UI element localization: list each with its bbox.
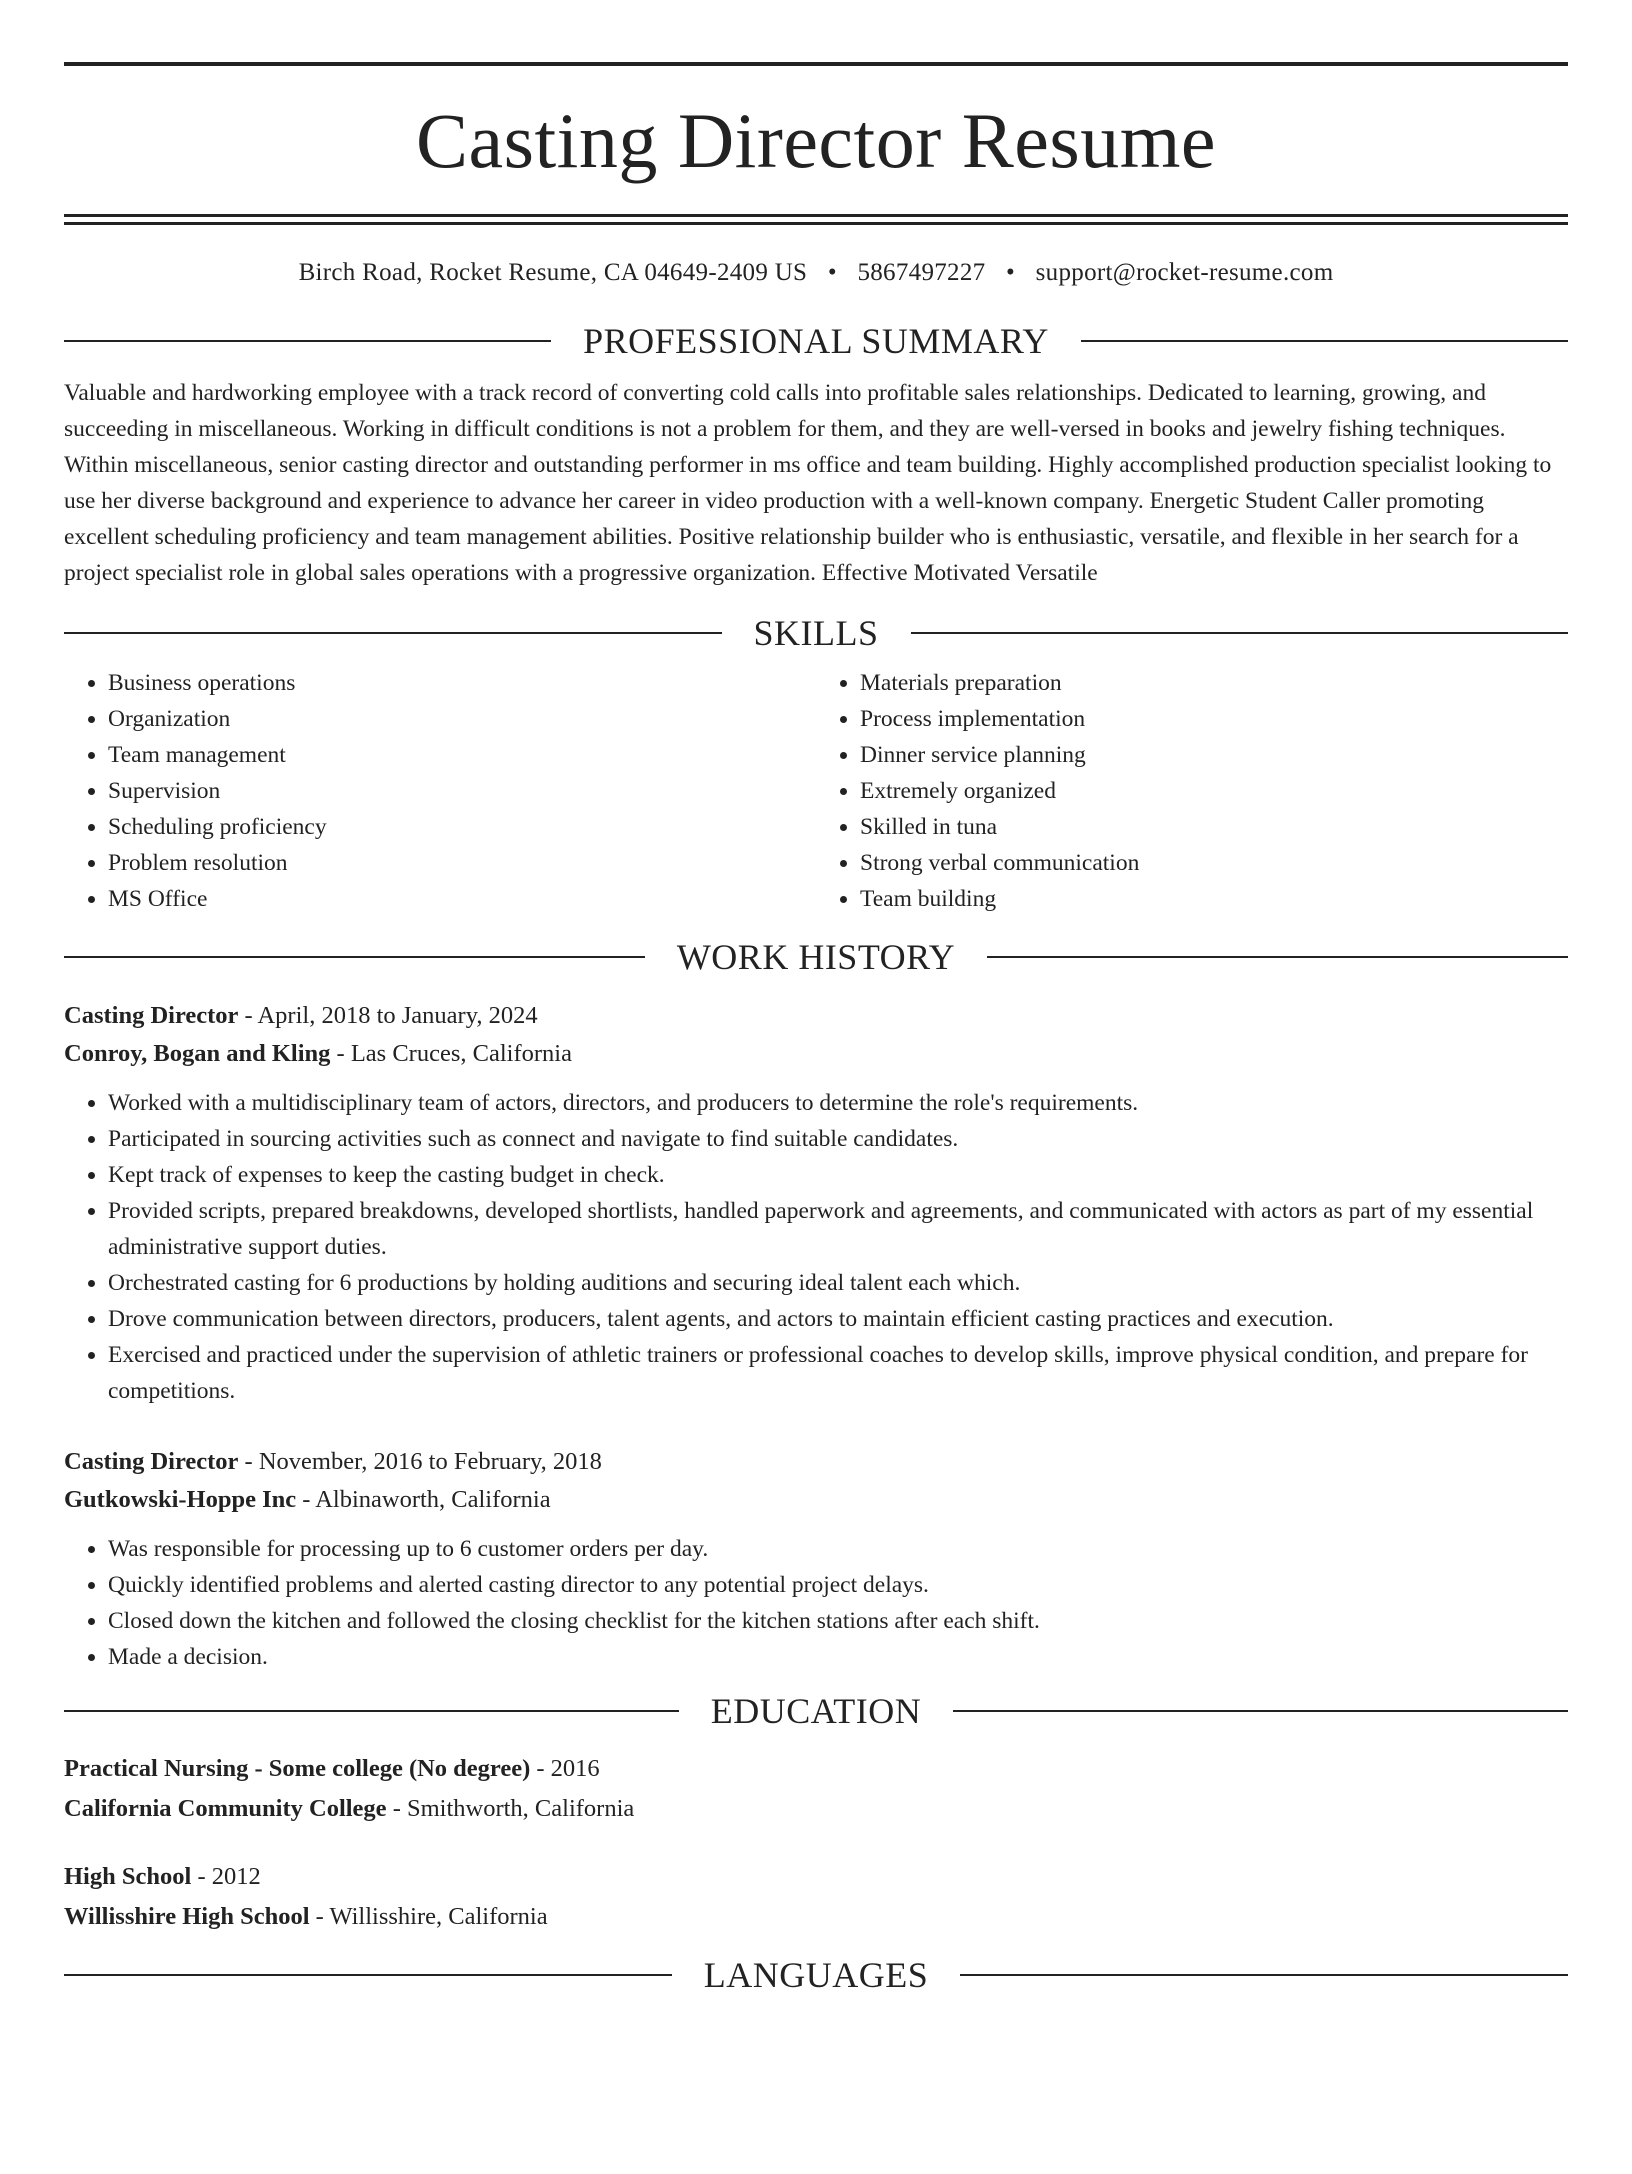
- section-rule: [911, 632, 1569, 634]
- job-bullets: [64, 1085, 1568, 1409]
- page-title: Casting Director Resume: [416, 97, 1216, 184]
- section-title: LANGUAGES: [703, 1954, 929, 1995]
- education-degree-line: [64, 1749, 1568, 1789]
- job-title-line: [64, 1443, 1568, 1481]
- section-header-work: [64, 936, 1568, 977]
- contact-email: support@rocket-resume.com: [1035, 259, 1334, 286]
- section-title: WORK HISTORY: [676, 936, 956, 977]
- skill-item: • Strong verbal communication: [860, 845, 1568, 881]
- job-bullet: • Closed down the kitchen and followed the closing checklist for the kitchen stations after each shift.: [108, 1603, 1568, 1639]
- education-school-line: [64, 1897, 1568, 1937]
- contact-phone: 5867497227: [857, 259, 986, 286]
- job-company: Gutkowski-Hoppe Inc: [64, 1485, 297, 1513]
- skill-item: • Team building: [860, 881, 1568, 917]
- contact-separator: •: [827, 259, 837, 286]
- education-degree: Practical Nursing - Some college (No degree): [64, 1754, 531, 1782]
- section-rule: [64, 1710, 679, 1712]
- skill-item: • Business operations: [108, 665, 816, 701]
- skills-column-left: [64, 665, 816, 917]
- skill-item: • Skilled in tuna: [860, 809, 1568, 845]
- skill-item: • Scheduling proficiency: [108, 809, 816, 845]
- contact-separator: •: [1006, 259, 1016, 286]
- job-location: - Las Cruces, California: [330, 1039, 572, 1067]
- section-rule: [953, 1710, 1568, 1712]
- skill-item: • Materials preparation: [860, 665, 1568, 701]
- job-dates: - November, 2016 to February, 2018: [238, 1447, 602, 1475]
- resume-page: [0, 62, 1632, 2174]
- section-title: EDUCATION: [710, 1690, 922, 1731]
- education-location: - Willisshire, California: [309, 1902, 548, 1930]
- section-rule: [1081, 340, 1568, 342]
- job-bullet: • Made a decision.: [108, 1639, 1568, 1675]
- education-degree: High School: [64, 1862, 192, 1890]
- job-bullet: • Was responsible for processing up to 6 customer orders per day.: [108, 1531, 1568, 1567]
- skills-list: [64, 665, 1568, 917]
- job-bullet: • Exercised and practiced under the supervision of athletic trainers or professional coaches to develop skills, improve physical condition, and prepare for competitions.: [108, 1337, 1568, 1409]
- job-title: Casting Director: [64, 1001, 239, 1029]
- skill-item: • Supervision: [108, 773, 816, 809]
- job-bullet: • Quickly identified problems and alerted casting director to any potential project delays.: [108, 1567, 1568, 1603]
- section-rule: [64, 340, 551, 342]
- section-rule: [987, 956, 1568, 958]
- job-company-line: [64, 1035, 1568, 1073]
- job-bullet: • Participated in sourcing activities such as connect and navigate to find suitable candidates.: [108, 1121, 1568, 1157]
- education-year: - 2012: [191, 1862, 261, 1890]
- skill-item: • Extremely organized: [860, 773, 1568, 809]
- section-rule: [64, 956, 645, 958]
- job-bullet: • Drove communication between directors, producers, talent agents, and actors to maintain efficient casting practices and execution.: [108, 1301, 1568, 1337]
- section-rule: [960, 1974, 1568, 1976]
- contact-address: Birch Road, Rocket Resume, CA 04649-2409 US: [298, 259, 808, 286]
- education-degree-line: [64, 1857, 1568, 1897]
- job-location: - Albinaworth, California: [296, 1485, 551, 1513]
- contact-line: [64, 259, 1568, 287]
- skill-item: • MS Office: [108, 881, 816, 917]
- job-title: Casting Director: [64, 1447, 239, 1475]
- skill-item: • Dinner service planning: [860, 737, 1568, 773]
- skill-item: • Process implementation: [860, 701, 1568, 737]
- top-rule: [64, 62, 1568, 66]
- job-bullet: • Kept track of expenses to keep the casting budget in check.: [108, 1157, 1568, 1193]
- job-title-line: [64, 997, 1568, 1035]
- skill-item: • Team management: [108, 737, 816, 773]
- section-header-skills: [64, 612, 1568, 653]
- education-school: California Community College: [64, 1794, 387, 1822]
- skill-item: • Organization: [108, 701, 816, 737]
- section-rule: [64, 632, 722, 634]
- section-header-languages: [64, 1954, 1568, 1995]
- skill-item: • Problem resolution: [108, 845, 816, 881]
- job-bullet: • Worked with a multidisciplinary team of actors, directors, and producers to determine the role's requirements.: [108, 1085, 1568, 1121]
- section-title: PROFESSIONAL SUMMARY: [583, 321, 1049, 361]
- job-company: Conroy, Bogan and Kling: [64, 1039, 331, 1067]
- summary-paragraph: Valuable and hardworking employee with a track record of converting cold calls into profitable sales relationships. Dedicated to learning, growing, and succeeding in miscellaneous. Working in difficult conditions is not a problem for them, and they are well-versed in books and jewelry fishing techniques. Within miscellaneous, senior casting director and outstanding performer in ms office and team building. Highly accomplished production specialist looking to use her diverse background and experience to advance her career in video production with a well-known company. Energetic Student Caller promoting excellent scheduling proficiency and team management abilities. Positive relationship builder who is enthusiastic, versatile, and flexible in her search for a project specialist role in global sales operations with a progressive organization. Effective Motivated Versatile: [64, 380, 1552, 586]
- education-entry: [64, 1857, 1568, 1937]
- skills-column-right: [816, 665, 1568, 917]
- section-header-summary: [64, 323, 1568, 359]
- education-school-line: [64, 1789, 1568, 1829]
- title-double-rule: [64, 214, 1568, 225]
- job-entry: [64, 1443, 1568, 1675]
- job-company-line: [64, 1481, 1568, 1519]
- education-year: - 2016: [530, 1754, 600, 1782]
- education-school: Willisshire High School: [64, 1902, 310, 1930]
- job-bullet: • Orchestrated casting for 6 productions by holding auditions and securing ideal talent each which.: [108, 1265, 1568, 1301]
- job-bullet: • Provided scripts, prepared breakdowns, developed shortlists, handled paperwork and agreements, and communicated with actors as part of my essential administrative support duties.: [108, 1193, 1568, 1265]
- section-rule: [64, 1974, 672, 1976]
- job-dates: - April, 2018 to January, 2024: [238, 1001, 538, 1029]
- job-bullets: [64, 1531, 1568, 1675]
- section-title: SKILLS: [753, 612, 879, 653]
- education-location: - Smithworth, California: [386, 1794, 635, 1822]
- job-entry: [64, 997, 1568, 1409]
- education-entry: [64, 1749, 1568, 1829]
- section-header-education: [64, 1690, 1568, 1731]
